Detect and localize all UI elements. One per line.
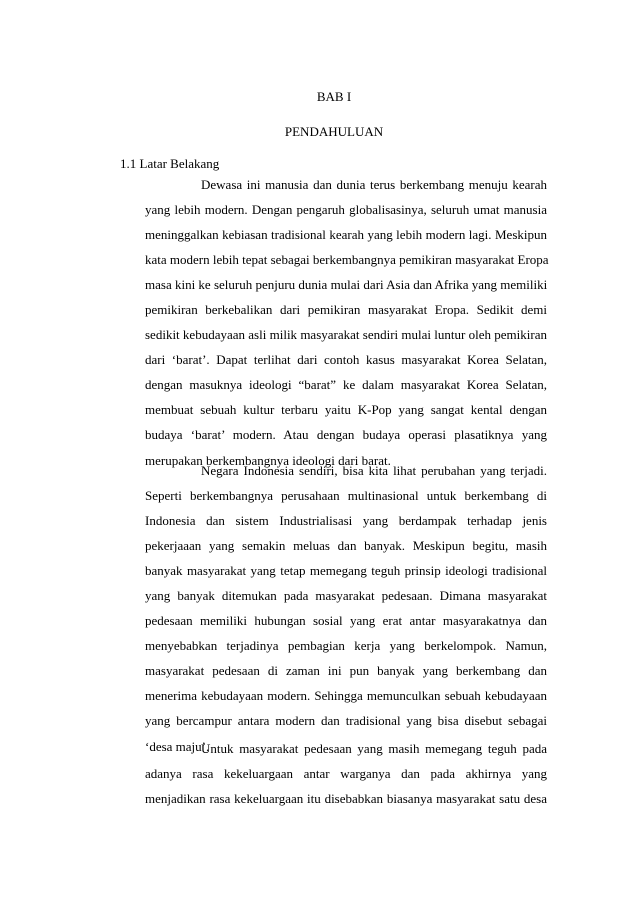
text-line: menjadikan rasa kekeluargaan itu disebabkan biasanya masyarakat satu desa — [145, 791, 547, 807]
text-line: Negara Indonesia sendiri, bisa kita lihat perubahan yang terjadi. — [201, 463, 547, 478]
chapter-title: PENDAHULUAN — [284, 124, 384, 139]
text-line: Seperti berkembangnya perusahaan multinasional untuk berkembang di — [145, 488, 547, 504]
text-line: merupakan berkembangnya ideologi dari barat. — [145, 452, 391, 468]
text-line: Untuk masyarakat pedesaan yang masih memegang teguh pada — [201, 741, 547, 756]
text-line: pemikiran berkebalikan dari pemikiran masyarakat Eropa. Sedikit demi — [145, 302, 547, 318]
text-line: membuat sebuah kultur terbaru yaitu K-Pop yang sangat kental dengan — [145, 402, 547, 418]
text-line: yang banyak ditemukan pada masyarakat pedesaan. Dimana masyarakat — [145, 588, 547, 604]
paragraph-3 — [145, 736, 547, 811]
text-line: dengan masuknya ideologi “barat” ke dalam masyarakat Korea Selatan, — [145, 377, 547, 393]
text-line: masa kini ke seluruh penjuru dunia mulai dari Asia dan Afrika yang memiliki — [145, 277, 548, 293]
text-line: meninggalkan kebiasan tradisional kearah yang lebih modern lagi. Meskipun — [145, 227, 547, 243]
text-line: yang lebih modern. Dengan pengaruh globalisasinya, seluruh umat manusia — [145, 202, 547, 218]
text-line: Indonesia dan sistem Industrialisasi yang berdampak terhadap jenis — [145, 513, 547, 529]
text-line: adanya rasa kekeluargaan antar warganya dan pada akhirnya yang — [145, 766, 547, 782]
text-line: pekerjaaan yang semakin meluas dan banyak. Meskipun begitu, masih — [145, 538, 547, 554]
text-line: kata modern lebih tepat sebagai berkembangnya pemikiran masyarakat Eropa — [145, 252, 549, 268]
text-line: dari ‘barat’. Dapat terlihat dari contoh kasus masyarakat Korea Selatan, — [145, 352, 547, 368]
chapter-label: BAB I — [316, 89, 352, 104]
paragraph-1 — [145, 172, 547, 473]
text-line: budaya ‘barat’ modern. Atau dengan budaya operasi plasatiknya yang — [145, 427, 547, 443]
text-line: banyak masyarakat yang tetap memegang teguh prinsip ideologi tradisional — [145, 563, 547, 579]
text-line: sedikit kebudayaan asli milik masyarakat sendiri mulai luntur oleh pemikiran — [145, 327, 547, 343]
paragraph-2 — [145, 458, 547, 759]
text-line: menyebabkan terjadinya pembagian kerja yang berkelompok. Namun, — [145, 638, 547, 654]
text-line: Dewasa ini manusia dan dunia terus berkembang menuju kearah — [201, 177, 547, 192]
text-line: masyarakat pedesaan di zaman ini pun banyak yang berkembang dan — [145, 663, 547, 679]
section-heading: 1.1 Latar Belakang — [120, 156, 220, 171]
text-line: pedesaan memiliki hubungan sosial yang erat antar masyarakatnya dan — [145, 613, 547, 629]
text-line: yang bercampur antara modern dan tradisional yang bisa disebut sebagai — [145, 713, 547, 729]
text-line: menerima kebudayaan modern. Sehingga memunculkan sebuah kebudayaan — [145, 688, 547, 704]
text-line: ‘desa maju’. — [145, 738, 210, 754]
